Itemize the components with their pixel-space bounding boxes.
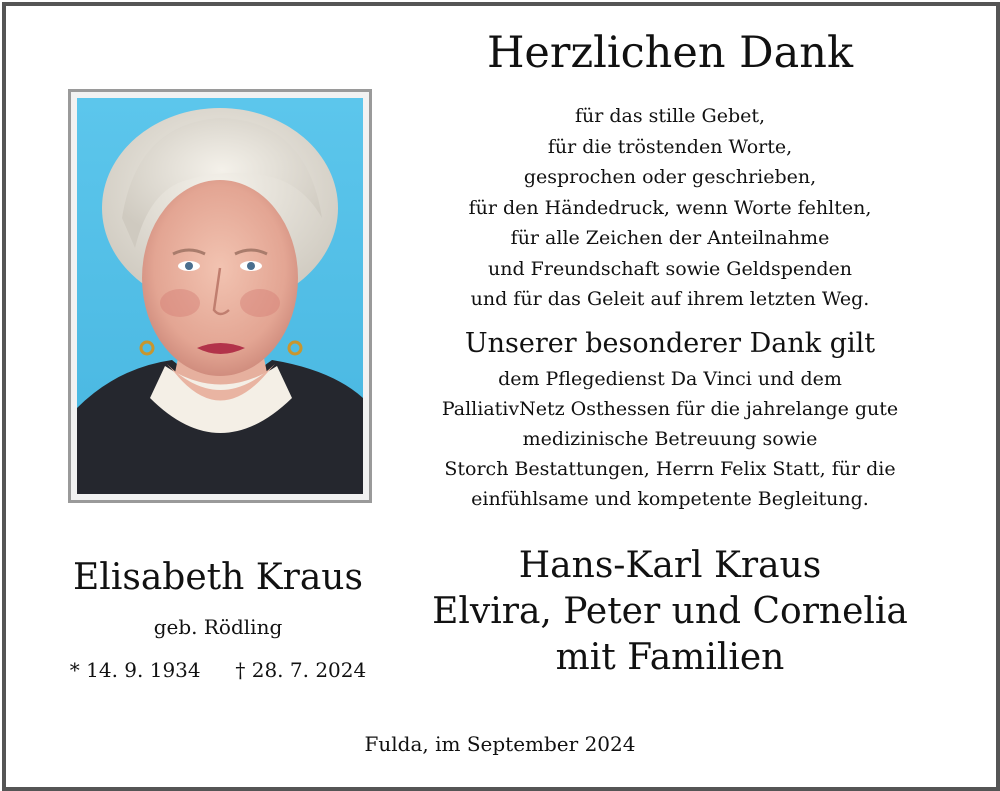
verse-line: gesprochen oder geschrieben, [523, 166, 817, 188]
notice-heading: Herzlichen Dank [486, 28, 854, 78]
verse-line: für den Händedruck, wenn Worte fehlten, [468, 196, 872, 219]
life-dates [40, 656, 396, 684]
verse-block [400, 101, 940, 315]
mourners-block [400, 543, 940, 681]
special-thanks-line: medizinische Betreuung sowie [522, 428, 818, 450]
maiden-name: geb. Rödling [153, 615, 283, 639]
mourner-line: Hans-Karl Kraus [518, 545, 822, 586]
verse-line: und für das Geleit auf ihrem letzten Weg. [470, 288, 870, 310]
death-date: 28. 7. 2024 [251, 658, 367, 682]
portrait-image [77, 98, 363, 494]
special-thanks-line: PalliativNetz Osthessen für die jahrelange gute [441, 398, 899, 420]
death-symbol: † [235, 658, 246, 682]
verse-line: für die tröstenden Worte, [547, 135, 793, 158]
special-thanks-line: einfühlsame und kompetente Begleitung. [471, 488, 869, 510]
mourner-line: Elvira, Peter und Cornelia [432, 591, 908, 632]
place-date: Fulda, im September 2024 [364, 732, 636, 756]
verse-line: für das stille Gebet, [574, 105, 766, 127]
special-thanks-line: dem Pflegedienst Da Vinci und dem [498, 368, 842, 390]
verse-line: für alle Zeichen der Anteilnahme [510, 227, 830, 249]
birth-symbol: * [69, 658, 80, 682]
mourner-line: mit Familien [555, 637, 785, 678]
special-thanks-heading: Unserer besonderer Dank gilt [464, 328, 876, 359]
deceased-name: Elisabeth Kraus [73, 557, 363, 598]
portrait-photo [68, 89, 372, 503]
birth-date: 14. 9. 1934 [86, 658, 201, 682]
verse-line: und Freundschaft sowie Geldspenden [488, 257, 852, 280]
special-thanks-line: Storch Bestattungen, Herrn Felix Statt, für die [444, 458, 896, 480]
special-thanks-block [400, 364, 940, 514]
